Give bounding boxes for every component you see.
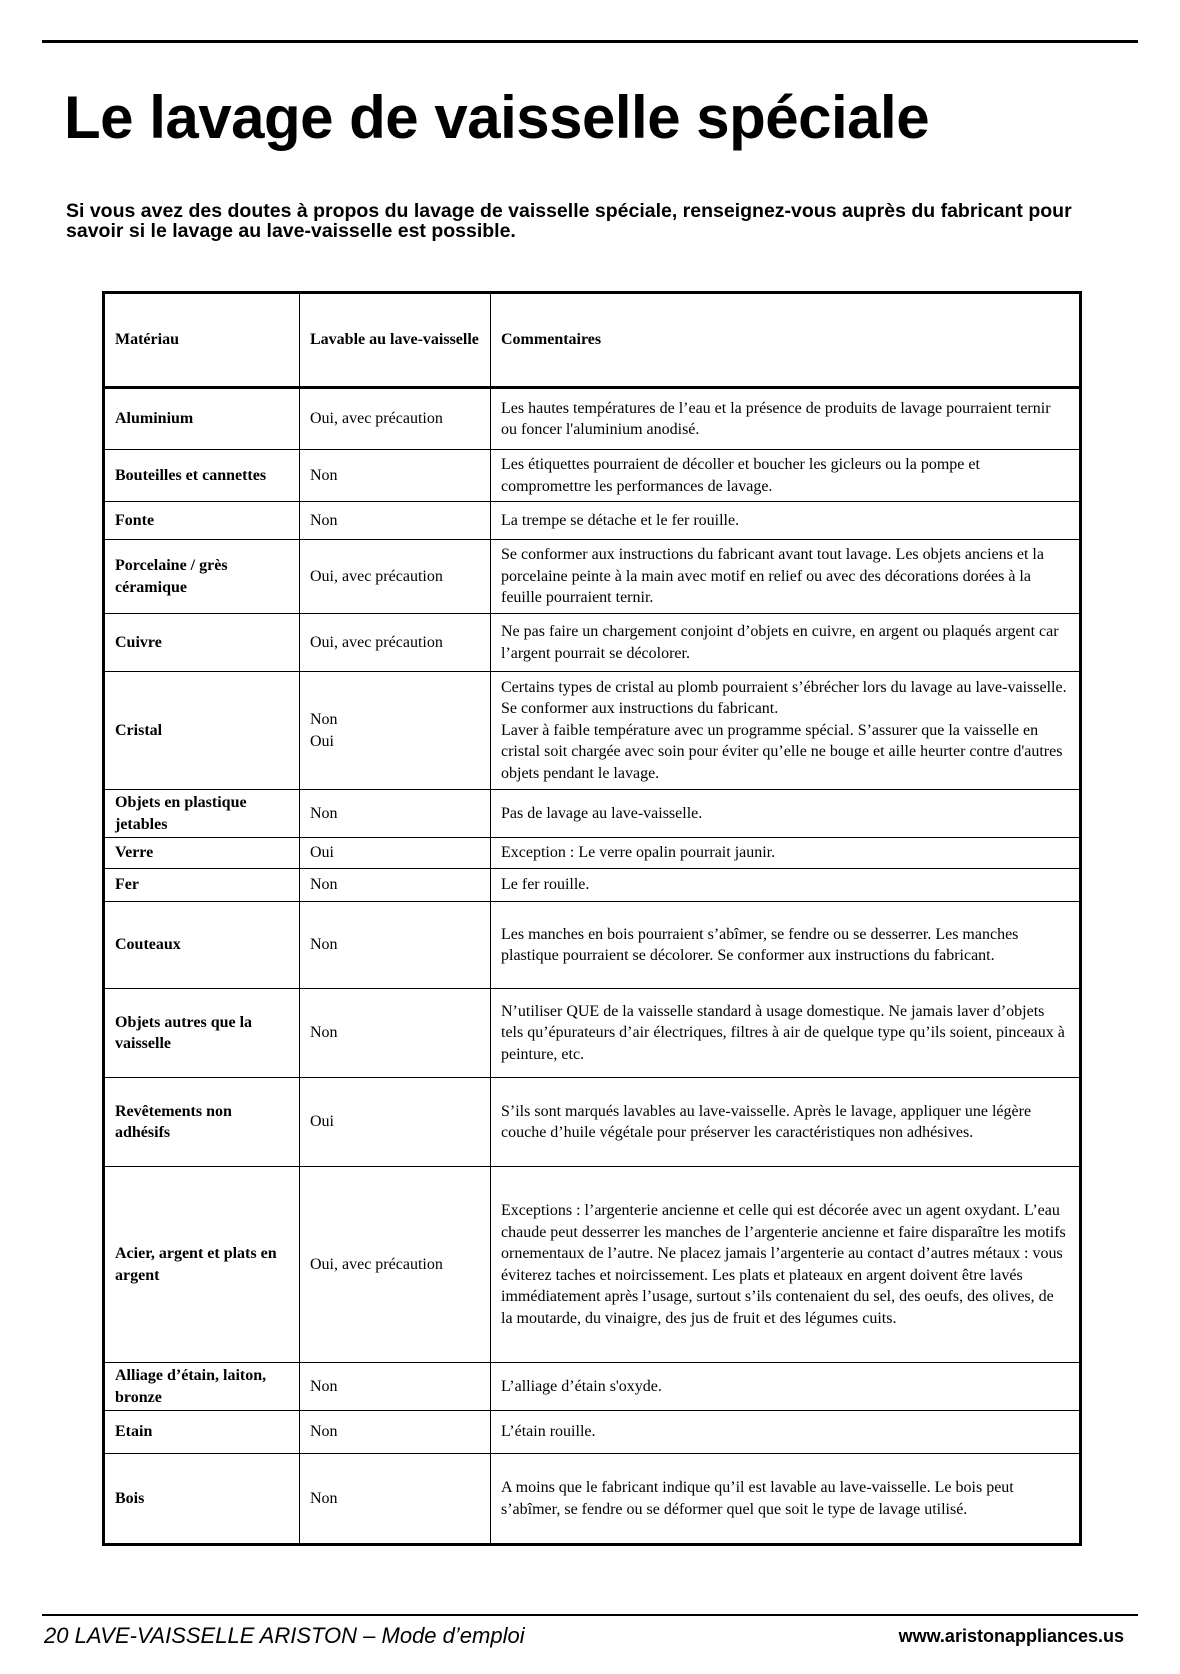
header-comments: Commentaires (491, 293, 1081, 388)
comment-cell: L’étain rouille. (491, 1411, 1081, 1454)
washable-cell: Non Oui (300, 672, 491, 790)
washable-cell: Oui, avec précaution (300, 614, 491, 672)
comment-cell: Certains types de cristal au plomb pourraient s’ébrécher lors du lavage au lave-vaisselle. Se conformer aux instructions du fabricant. Laver à faible température avec un programme spécial. S’assurer que la vaisselle en cristal soit chargée avec soin pour éviter qu’elle ne bouge et aille heurter contre d'autres objets pendant le lavage. (491, 672, 1081, 790)
comment-cell: Exceptions : l’argenterie ancienne et celle qui est décorée avec un agent oxydant. L’eau chaude peut desserrer les manches de l’argenterie ancienne et faire disparaître les motifs ornementaux de l’autre. Ne placez jamais l’argenterie au contact d’autres métaux : vous éviterez taches et noircissement. Les plats et plateaux en argent doivent être lavés immédiatement après l’usage, surtout s’ils contenaient du sel, des oeufs, des olives, de la moutarde, du vinaigre, des jus de fruit et des légumes cuits. (491, 1167, 1081, 1363)
bottom-rule (42, 1614, 1138, 1616)
material-cell: Verre (104, 838, 300, 869)
materials-table (102, 291, 1082, 1546)
comment-cell: N’utiliser QUE de la vaisselle standard à usage domestique. Ne jamais laver d’objets tels qu’épurateurs d’air électriques, filtres à air de quelque type qu’ils soient, pinceaux à peinture, etc. (491, 989, 1081, 1078)
table-row (104, 1078, 1081, 1167)
material-cell: Aluminium (104, 388, 300, 450)
table-row (104, 1454, 1081, 1545)
washable-cell: Oui, avec précaution (300, 388, 491, 450)
table-row (104, 1167, 1081, 1363)
washable-cell: Non (300, 1454, 491, 1545)
washable-cell: Non (300, 869, 491, 902)
material-cell: Couteaux (104, 902, 300, 989)
table-row (104, 1411, 1081, 1454)
intro-text: Si vous avez des doutes à propos du lavage de vaisselle spéciale, renseignez-vous auprès du fabricant pour savoir si le lavage au lave-vaisselle est possible. (66, 200, 1072, 242)
table-row (104, 989, 1081, 1078)
table-row (104, 614, 1081, 672)
table-row (104, 838, 1081, 869)
table-row (104, 1363, 1081, 1411)
material-cell: Fonte (104, 502, 300, 540)
comment-cell: Les manches en bois pourraient s’abîmer, se fendre ou se desserrer. Les manches plastique pourraient se décolorer. Se conformer aux instructions du fabricant. (491, 902, 1081, 989)
washable-cell: Non (300, 790, 491, 838)
material-cell: Objets autres que la vaisselle (104, 989, 300, 1078)
washable-cell: Non (300, 1363, 491, 1411)
material-cell: Etain (104, 1411, 300, 1454)
comment-cell: Les hautes températures de l’eau et la présence de produits de lavage pourraient ternir ou foncer l'aluminium anodisé. (491, 388, 1081, 450)
comment-cell: Ne pas faire un chargement conjoint d’objets en cuivre, en argent ou plaqués argent car l’argent pourrait se décolorer. (491, 614, 1081, 672)
footer-page-label: 20 LAVE-VAISSELLE ARISTON – Mode d’emploi (44, 1623, 525, 1648)
top-rule (42, 40, 1138, 43)
material-cell: Revêtements non adhésifs (104, 1078, 300, 1167)
comment-cell: Pas de lavage au lave-vaisselle. (491, 790, 1081, 838)
table-row (104, 502, 1081, 540)
footer-website: www.aristonappliances.us (898, 1626, 1124, 1646)
material-cell: Bouteilles et cannettes (104, 450, 300, 502)
comment-cell: A moins que le fabricant indique qu’il est lavable au lave-vaisselle. Le bois peut s’abîmer, se fendre ou se déformer quel que soit le type de lavage utilisé. (491, 1454, 1081, 1545)
washable-cell: Non (300, 502, 491, 540)
washable-cell: Non (300, 1411, 491, 1454)
washable-cell: Non (300, 902, 491, 989)
material-cell: Cristal (104, 672, 300, 790)
washable-cell: Non (300, 989, 491, 1078)
comment-cell: Le fer rouille. (491, 869, 1081, 902)
material-cell: Bois (104, 1454, 300, 1545)
washable-cell: Oui, avec précaution (300, 1167, 491, 1363)
table-row (104, 450, 1081, 502)
comment-cell: Les étiquettes pourraient de décoller et boucher les gicleurs ou la pompe et compromettre les performances de lavage. (491, 450, 1081, 502)
table-row (104, 902, 1081, 989)
material-cell: Alliage d’étain, laiton, bronze (104, 1363, 300, 1411)
header-material: Matériau (104, 293, 300, 388)
washable-cell: Oui (300, 838, 491, 869)
header-washable: Lavable au lave-vaisselle (300, 293, 491, 388)
table-row (104, 672, 1081, 790)
washable-cell: Oui (300, 1078, 491, 1167)
table-header-row (104, 293, 1081, 388)
table-row (104, 869, 1081, 902)
material-cell: Acier, argent et plats en argent (104, 1167, 300, 1363)
table-row (104, 540, 1081, 614)
washable-cell: Non (300, 450, 491, 502)
comment-cell: Exception : Le verre opalin pourrait jaunir. (491, 838, 1081, 869)
comment-cell: La trempe se détache et le fer rouille. (491, 502, 1081, 540)
material-cell: Porcelaine / grès céramique (104, 540, 300, 614)
table-row (104, 388, 1081, 450)
material-cell: Fer (104, 869, 300, 902)
comment-cell: L’alliage d’étain s'oxyde. (491, 1363, 1081, 1411)
page-title: Le lavage de vaisselle spéciale (64, 84, 930, 151)
table-row (104, 790, 1081, 838)
comment-cell: S’ils sont marqués lavables au lave-vaisselle. Après le lavage, appliquer une légère couche d’huile végétale pour préserver les caractéristiques non adhésives. (491, 1078, 1081, 1167)
material-cell: Cuivre (104, 614, 300, 672)
material-cell: Objets en plastique jetables (104, 790, 300, 838)
washable-cell: Oui, avec précaution (300, 540, 491, 614)
comment-cell: Se conformer aux instructions du fabricant avant tout lavage. Les objets anciens et la porcelaine peinte à la main avec motif en relief ou avec des décorations dorées à la feuille pourraient ternir. (491, 540, 1081, 614)
